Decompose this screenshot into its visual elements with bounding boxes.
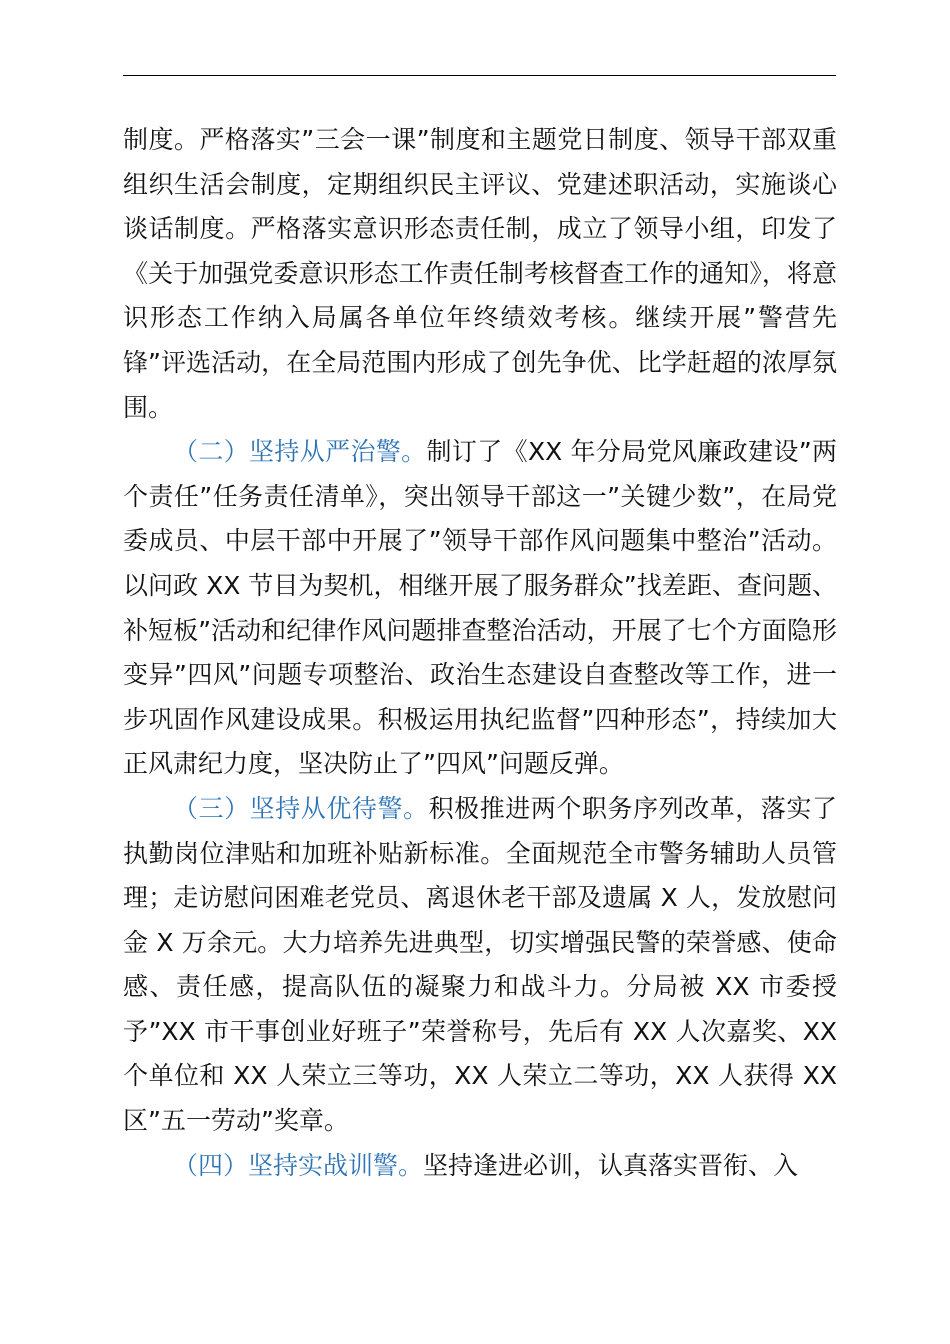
paragraph-text: 制度。严格落实”三会一课”制度和主题党日制度、领导干部双重组织生活会制度，定期组织民主评议、党建述职活动，实施谈心谈话制度。严格落实意识形态责任制，成立了领导小组，印发了《关于加强党委意识形态工作责任制考核督查工作的通知》，将意识形态工作纳入局属各单位年终绩效考核。继续开展”警营先锋”评选活动，在全局范围内形成了创先争优、比学赶超的浓厚氛围。 [123,125,837,422]
paragraph-text: 坚持逢进必训，认真落实晋衔、入 [423,1150,799,1180]
paragraph-text: 积极推进两个职务序列改革，落实了执勤岗位津贴和加班补贴新标准。全面规范全市警务辅助人员管理；走访慰问困难老党员、离退休老干部及遗属 X 人，发放慰问金 X 万余元。大力培养先进典型，切实增强民警的荣誉感、使命感、责任感，提高队伍的凝聚力和战斗力。分局被 XX 市委授予”XX 市干事创业好班子”荣誉称号，先后有 XX 人次嘉奖、XX 个单位和 XX 人荣立三等功，XX 人荣立二等功，XX 人获得 XX 区”五一劳动”奖章。 [123,793,837,1136]
document-body [123,118,837,1188]
section-heading: （四）坚持实战训警。 [173,1150,424,1180]
section-heading: （二）坚持从严治警。 [173,437,427,467]
header-rule [123,75,836,76]
paragraph-continuation [123,118,837,430]
paragraph-training [123,1144,837,1189]
section-heading: （三）坚持从优待警。 [173,793,429,823]
paragraph-text: 制订了《XX 年分局党风廉政建设”两个责任”任务责任清单》，突出领导干部这一”关键少数”，在局党委成员、中层干部中开展了”领导干部作风问题集中整治”活动。以问政 XX 节目为契机，相继开展了服务群众”找差距、查问题、补短板”活动和纪律作风问题排查整治活动，开展了七个方面隐形变异”四风”问题专项整治、政治生态建设自查整改等工作，进一步巩固作风建设成果。积极运用执纪监督”四种形态”，持续加大正风肃纪力度，坚决防止了”四风”问题反弹。 [123,437,837,779]
paragraph-welfare [123,787,837,1144]
paragraph-strict-management [123,430,837,787]
